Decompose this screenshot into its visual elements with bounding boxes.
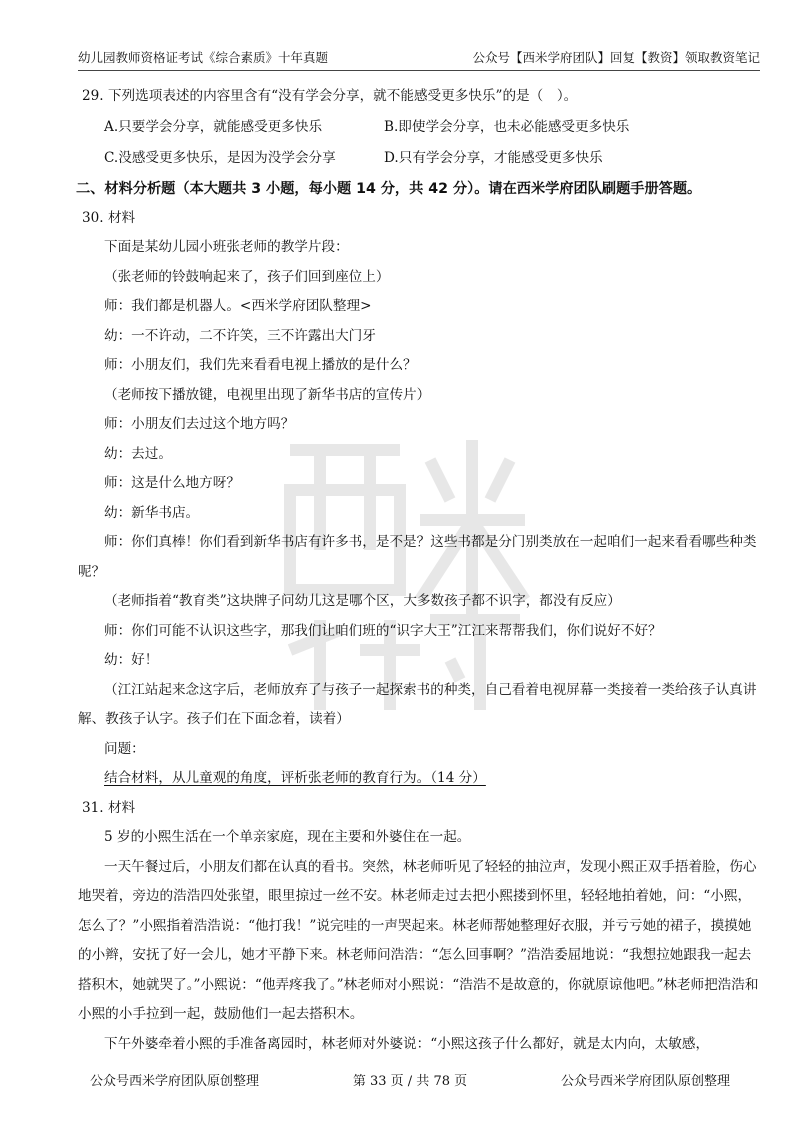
- q30-line: 师：你们可能不认识这些字，那我们让咱们班的“识字大王”江江来帮帮我们，你们说好不好？: [104, 622, 662, 639]
- q30-line: 幼：好！: [104, 652, 159, 668]
- q30-line: 幼：去过。: [104, 445, 172, 462]
- q31-intro: 5 岁的小熙生活在一个单亲家庭，现在主要和外婆住在一起。: [104, 829, 471, 845]
- q29-options: [78, 112, 760, 174]
- q31-label: 31. 材料: [82, 799, 136, 816]
- q29-option-b: B.即使学会分享，也未必能感受更多快乐: [384, 118, 630, 135]
- q30-paragraph: 师：你们真棒！你们看到新华书店有许多书，是不是？这些书都是分门别类放在一起咱们一起来看看哪些种类呢？: [78, 534, 757, 580]
- page-header: [78, 44, 760, 71]
- header-right-text: 公众号【西米学府团队】回复【教资】领取教资笔记: [472, 50, 760, 65]
- page-content: [78, 82, 760, 1059]
- q30-line: （老师指着“教育类”这块牌子问幼儿这是哪个区，大多数孩子都不识字，都没有反应）: [104, 593, 621, 609]
- q29-option-c: C.没感受更多快乐，是因为没学会分享: [104, 149, 336, 166]
- q30-line: （张老师的铃鼓响起来了，孩子们回到座位上）: [104, 268, 390, 285]
- q31-paragraph: 下午外婆牵着小熙的手准备离园时，林老师对外婆说：“小熙这孩子什么都好，就是太内向，太敏感，: [104, 1035, 710, 1052]
- page-footer: [90, 1070, 730, 1089]
- header-left-text: 幼儿园教师资格证考试《综合素质》十年真题: [78, 50, 329, 65]
- q30-line: 下面是某幼儿园小班张老师的教学片段：: [104, 239, 349, 255]
- q30-line: 幼：新华书店。: [104, 504, 200, 521]
- q31-paragraph: 一天午餐过后，小朋友们都在认真的看书。突然，林老师听见了轻轻的抽泣声，发现小熙正双手捂着脸，伤心地哭着，旁边的浩浩四处张望，眼里掠过一丝不安。林老师走过去把小熙搂到怀里，轻轻地拍着她，问：“小熙，怎么了？”小熙指着浩浩说：“他打我！”说完哇的一声哭起来。林老师帮她整理好衣服，并亏亏她的裙子，摸摸她的小辫，安抚了好一会儿，她才平静下来。林老师问浩浩：“怎么回事啊？”浩浩委屈地说：“我想拉她跟我一起去搭积木，她就哭了。”小熙说：“他弄疼我了。”林老师对小熙说：“浩浩不是故意的，你就原谅他吧。”林老师把浩浩和小熙的小手拉到一起，鼓励他们一起去搭积木。: [78, 858, 759, 1022]
- q30-line: 师：我们都是机器人。<西米学府团队整理>: [104, 298, 372, 314]
- q30-line: 师：小朋友们，我们先来看看电视上播放的是什么？: [104, 357, 417, 373]
- q30-question-label: 问题：: [104, 740, 145, 757]
- q30-question: 结合材料，从儿童观的角度，评析张老师的教育行为。（14 分）: [104, 770, 486, 786]
- q30-line: 师：这是什么地方呀？: [104, 475, 240, 491]
- q30-line: 幼：一不许动，二不许笑，三不许露出大门牙: [104, 327, 376, 344]
- q30-line: （老师按下播放键，电视里出现了新华书店的宣传片）: [104, 386, 431, 403]
- section-title: 二、材料分析题（本大题共 3 小题，每小题 14 分，共 42 分）。请在西米学府团队刷题手册答题。: [76, 180, 702, 197]
- q30-label: 30. 材料: [82, 209, 136, 226]
- q30-line: 师：小朋友们去过这个地方吗？: [104, 416, 295, 432]
- q29-stem: 29. 下列选项表述的内容里含有“没有学会分享，就不能感受更多快乐”的是（ ）。: [82, 88, 578, 104]
- footer-left-text: 公众号西米学府团队原创整理: [90, 1074, 260, 1089]
- q29-option-a: A.只要学会分享，就能感受更多快乐: [104, 118, 323, 135]
- q29-option-d: D.只有学会分享，才能感受更多快乐: [384, 149, 603, 166]
- footer-right-text: 公众号西米学府团队原创整理: [560, 1074, 730, 1089]
- q30-paragraph: （江江站起来念这字后，老师放弃了与孩子一起探索书的种类，自己看着电视屏幕一类接着一类给孩子认真讲解、教孩子认字。孩子们在下面念着，读着）: [78, 681, 757, 727]
- page-number: 第 33 页 / 共 78 页: [352, 1074, 468, 1089]
